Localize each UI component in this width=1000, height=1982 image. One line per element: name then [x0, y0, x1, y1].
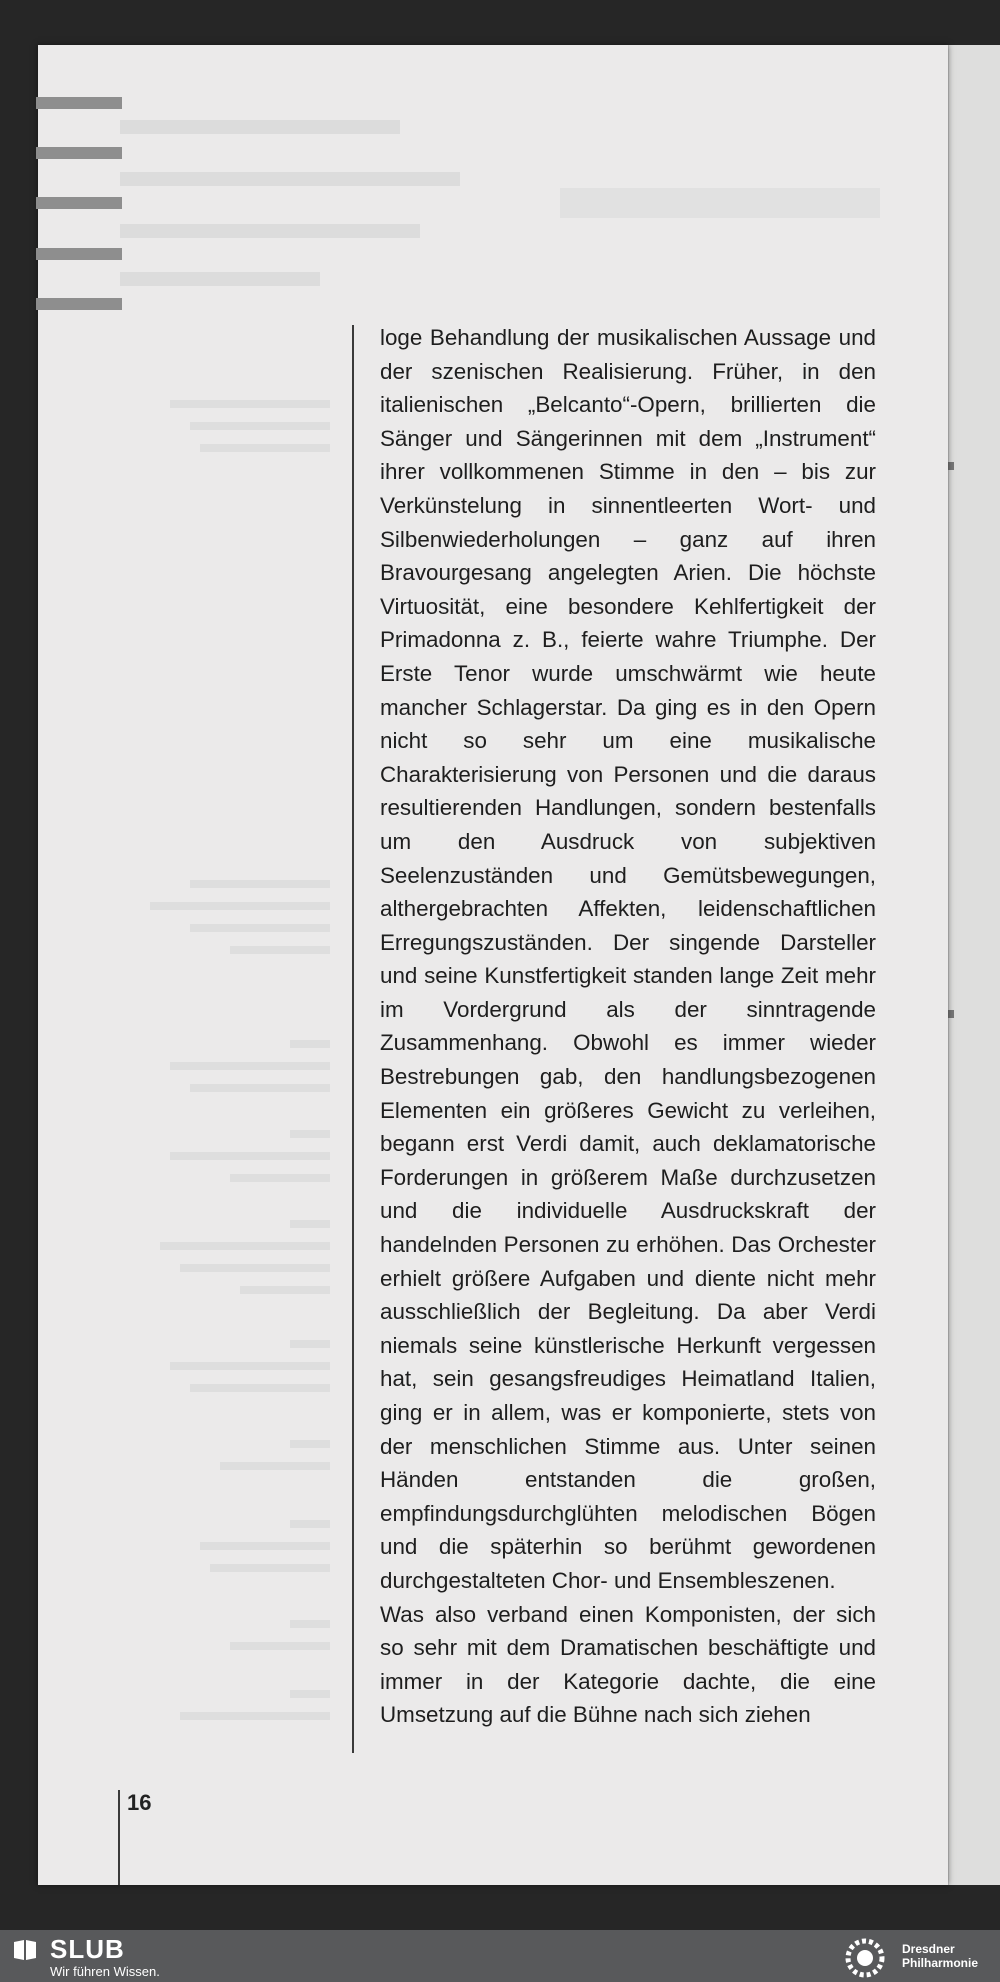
decorative-bar	[36, 197, 122, 209]
next-page-edge	[948, 45, 1000, 1885]
decorative-bar	[36, 248, 122, 260]
body-paragraph: Was also verband einen Komponisten, der sich so sehr mit dem Dramatischen beschäftigte und immer in der Kategorie dachte, die eine Umsetzung auf die Bühne nach sich ziehen	[380, 1601, 876, 1728]
library-tagline: Wir führen Wissen.	[50, 1964, 160, 1979]
edge-mark	[948, 462, 954, 470]
bleed-through-sidebar	[130, 380, 340, 1740]
decorative-bar	[36, 97, 122, 109]
body-text-column	[380, 321, 876, 1732]
bleed-through-ghost	[120, 120, 480, 290]
decorative-bar	[36, 147, 122, 159]
slub-logo-icon	[12, 1938, 38, 1962]
bleed-through-title	[560, 178, 880, 228]
partner-name	[902, 1942, 978, 1970]
partner-name-line2: Philharmonie	[902, 1956, 979, 1970]
digitization-footer-bar	[0, 1930, 1000, 1982]
footer-rule	[118, 1790, 120, 1885]
decorative-bar	[36, 298, 122, 310]
partner-name-line1: Dresdner	[902, 1942, 955, 1956]
dresdner-philharmonie-logo-icon	[840, 1936, 890, 1980]
edge-mark	[948, 1010, 954, 1018]
body-paragraph: loge Behandlung der musikalischen Aussage und der szenischen Realisierung. Früher, in den italienischen „Belcanto“-Opern, brillierten die Sänger und Sängerinnen mit dem „Instrument“ ihrer vollkommenen Stimme in den – bis zur Verkünstelung in sinnentleerten Wort- und Silbenwiederholungen – ganz auf ihren Bravourgesang angelegten Arien. Die höchste Virtuosität, eine besondere Kehlfertigkeit der Primadonna z. B., feierte wahre Triumphe. Der Erste Tenor wurde umschwärmt wie heute mancher Schlagerstar. Da ging es in den Opern nicht so sehr um eine musikalische Charakterisierung von Personen und die daraus resultierenden Handlungen, sondern bestenfalls um den Ausdruck von subjektiven Seelenzuständen und Gemütsbewegungen, althergebrachten Affekten, leidenschaftlichen Erregungszuständen. Der singende Darsteller und seine Kunstfertigkeit standen lange Zeit mehr im Vordergrund als der sinntragende Zusammenhang. Obwohl es immer wieder Bestrebungen gab, den handlungsbezogenen Elementen ein größeres Gewicht zu verleihen, begann erst Verdi damit, auch deklamatorische Forderungen in größerem Maße durchzusetzen und die individuelle Ausdruckskraft der handelnden Personen zu erhöhen. Das Orchester erhielt größere Aufgaben und diente nicht mehr ausschließlich der Begleitung. Da aber Verdi niemals seine künstlerische Herkunft vergessen hat, sein gesangsfreudiges Heimatland Italien, ging er in allem, was er komponierte, stets von der menschlichen Stimme aus. Unter seinen Händen entstanden die großen, empfindungsdurchglühten melodischen Bögen und die späterhin so berühmt gewordenen durchgestalteten Chor- und Ensembleszenen.	[380, 325, 876, 1593]
page-number: 16	[127, 1790, 152, 1815]
column-rule	[352, 325, 354, 1753]
library-name: SLUB	[50, 1934, 125, 1964]
